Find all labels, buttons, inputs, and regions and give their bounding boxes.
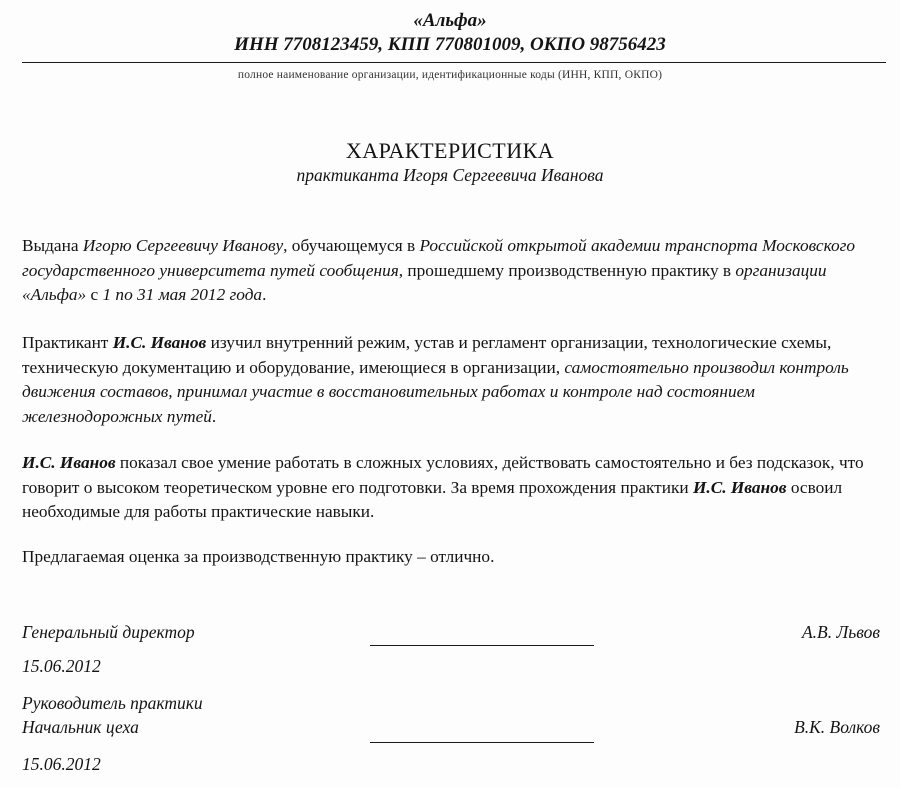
p1-organization: организации «Альфа» [22,260,827,304]
p1-text: , прошедшему производственную практику в [398,260,736,280]
p1-text: . [262,285,267,304]
org-hint: полное наименование организации, идентификационные коды (ИНН, КПП, ОКПО) [237,69,663,81]
director-name: А.В. Львов [801,622,880,642]
doc-title: ХАРАКТЕРИСТИКА [345,138,555,163]
p3-student-name: И.С. Иванов [22,453,116,472]
supervisor-position: Начальник цеха [22,717,139,737]
paragraph-issued [22,234,882,308]
date-director: 15.06.2012 [22,656,101,676]
p1-student-name: Игорю Сергеевичу Иванову [82,236,284,255]
p1-period: 1 по 31 мая 2012 года [102,285,263,304]
paragraph-studied [22,331,882,429]
date-supervisor: 15.06.2012 [22,754,101,774]
p2-duties: самостоятельно производил контроль движения составов, принимал участие в восстановительных работах и контроле над состоянием железнодорожных путей [22,357,849,426]
p3-text: освоил необходимые для работы практические навыки. [22,477,843,521]
p3-text: показал свое умение работать в сложных условиях, действовать самостоятельно и без подсказок, что говорит о высоком теоретическом уровне его подготовки. За время прохождения практики [22,453,864,497]
director-signature-line [370,645,594,646]
paragraph-skills [22,451,882,525]
supervisor-title: Руководитель практики [22,693,203,713]
director-title: Генеральный директор [22,622,195,642]
p1-text: , обучающемуся в [283,236,420,255]
org-codes: ИНН 7708123459, КПП 770801009, ОКПО 98756423 [234,34,666,55]
p3-student-name: И.С. Иванов [692,477,787,497]
paragraph-grade: Предлагаемая оценка за производственную практику – отлично. [22,547,495,566]
p2-text: изучил внутренний режим, устав и регламент организации, технологические схемы, техническую документацию и оборудование, имеющиеся в организации, [22,333,832,377]
p2-text: . [211,406,217,426]
p1-text: Выдана [22,236,83,255]
p2-student-name: И.С. Иванов [112,333,207,352]
supervisor-name: В.К. Волков [794,717,880,737]
org-name: «Альфа» [413,10,487,31]
p2-text: Практикант [22,333,113,352]
supervisor-signature-line [370,742,594,743]
doc-subtitle: практиканта Игоря Сергеевича Иванова [296,165,604,185]
p1-text: с [86,285,103,304]
header-rule [22,62,886,63]
p1-institution: Российской открытой академии транспорта Московского государственного университета путей сообщения [22,236,856,280]
